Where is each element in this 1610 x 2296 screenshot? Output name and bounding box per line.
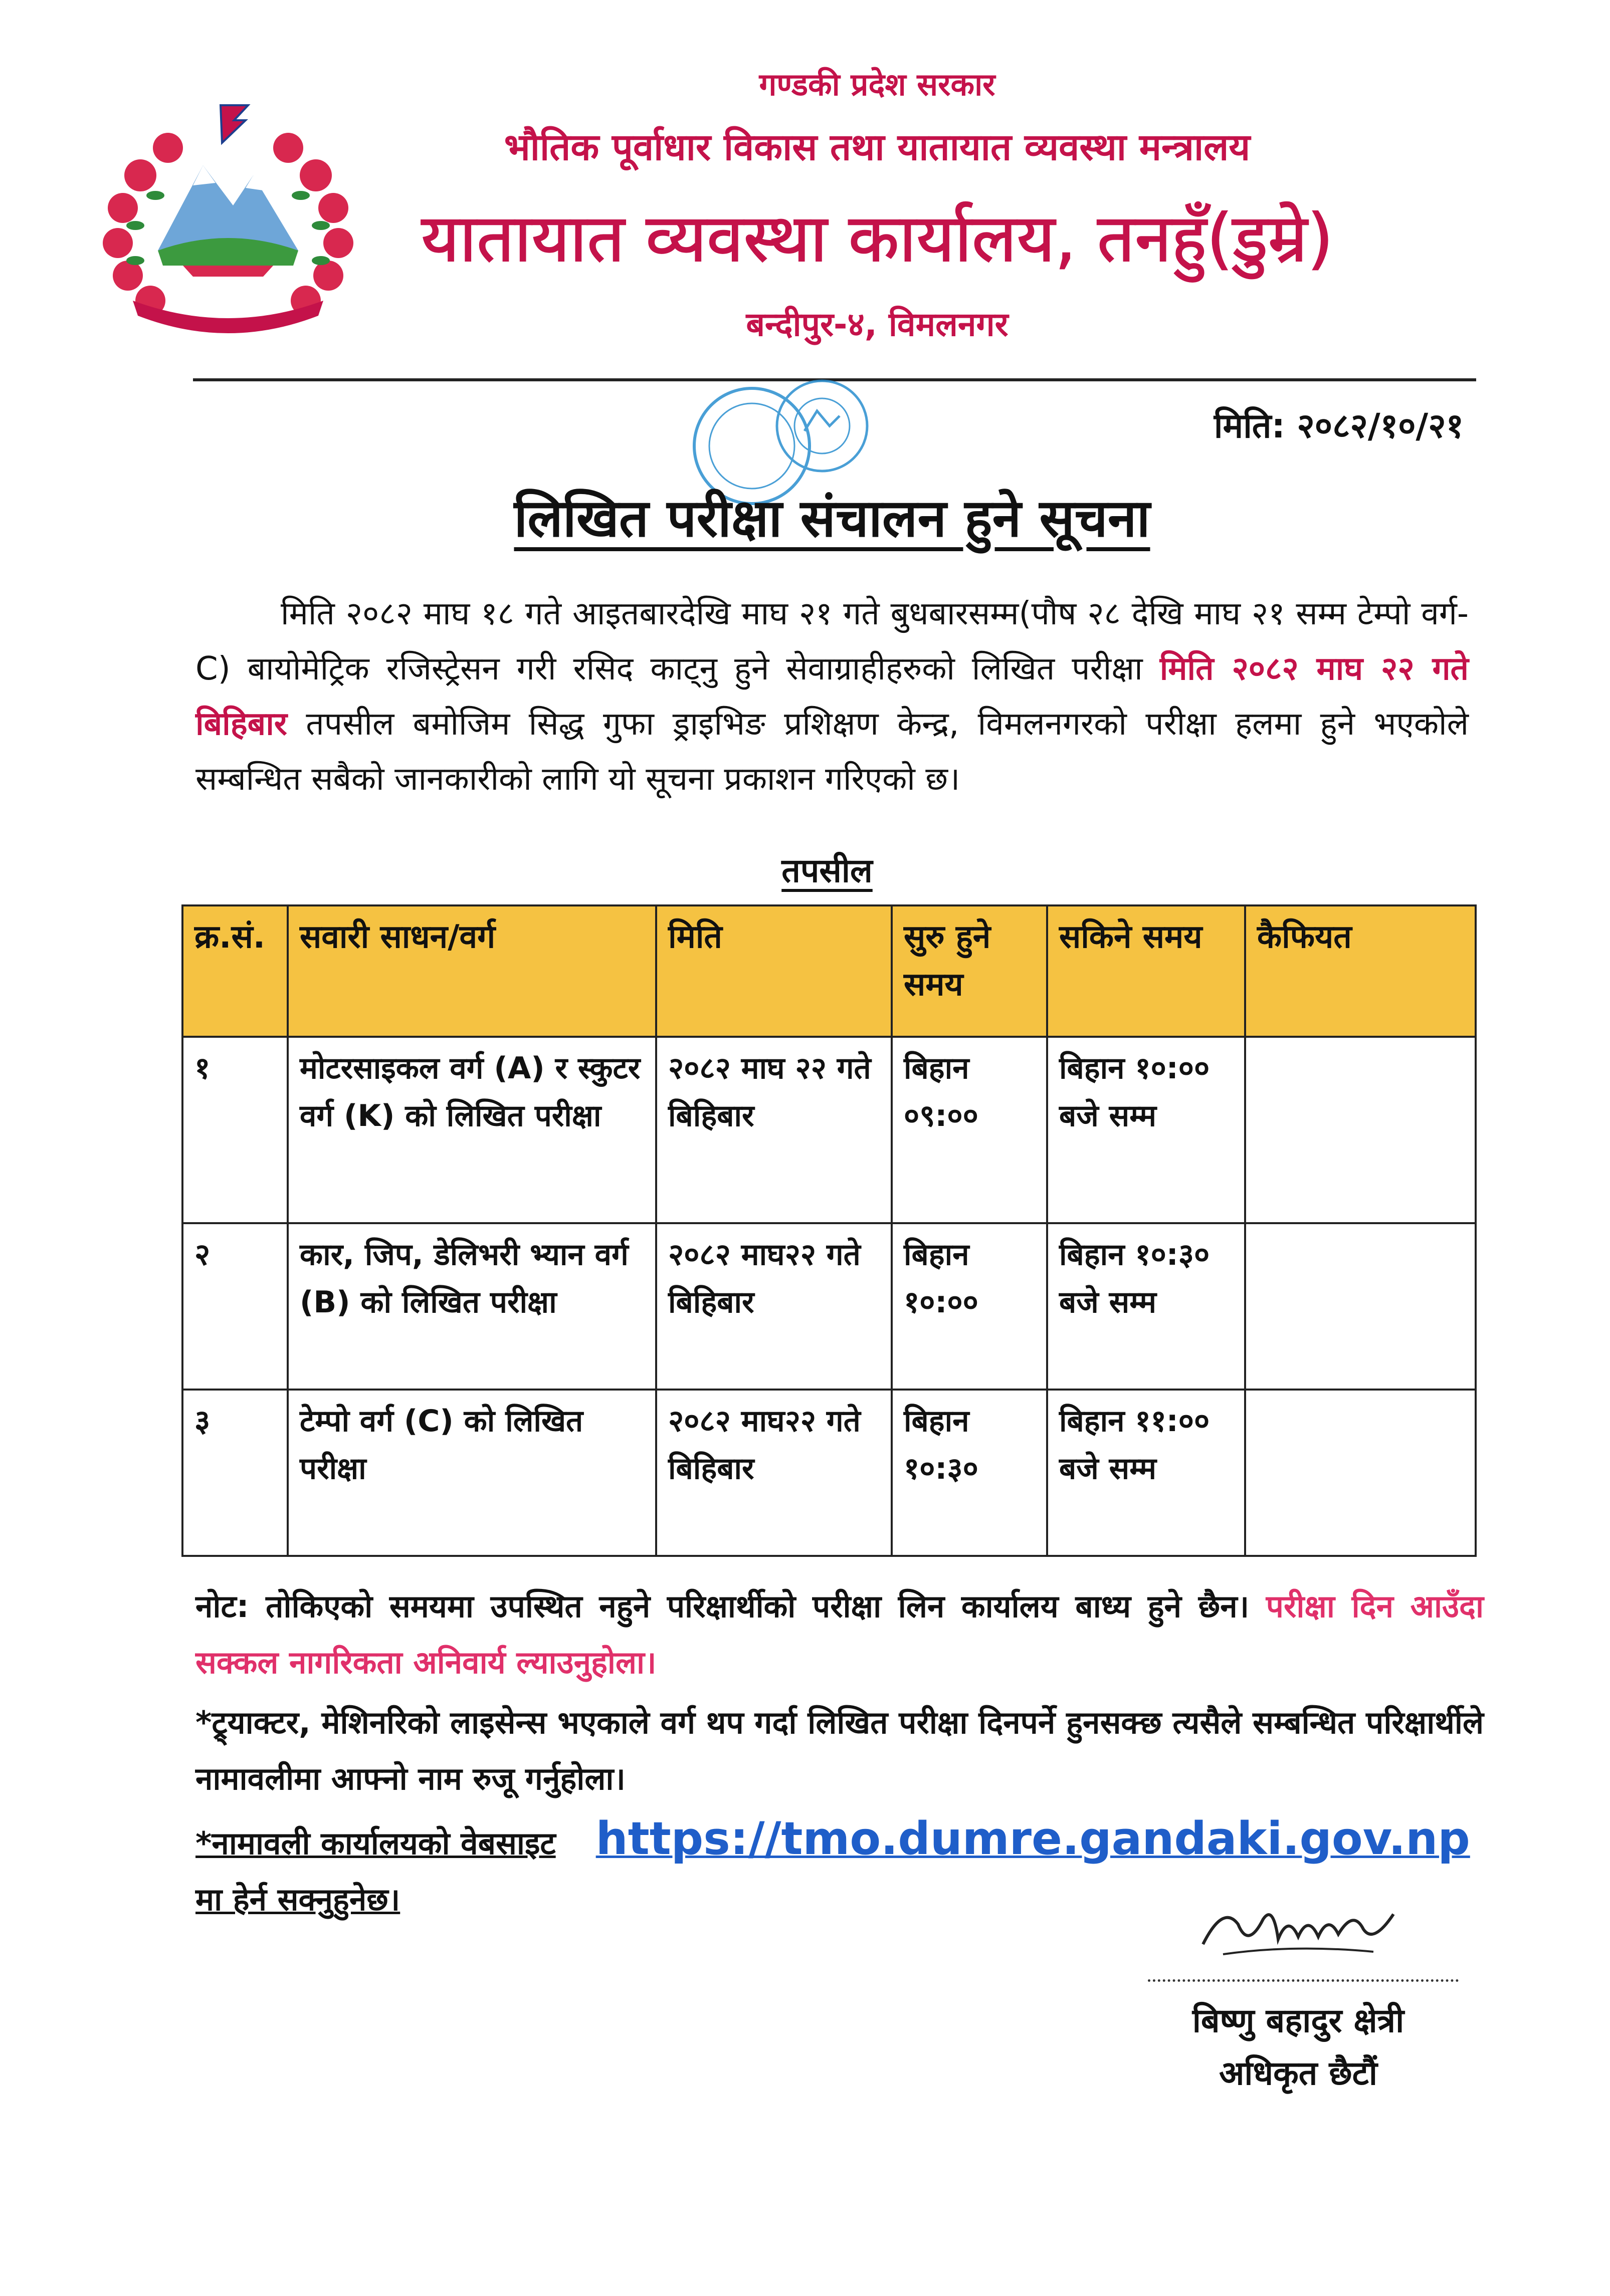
cell-remarks: [1245, 1223, 1476, 1390]
table-row: [182, 1390, 1476, 1556]
cell-sn: १: [182, 1037, 288, 1223]
table-header-row: [182, 905, 1476, 1037]
note-website-suffix: मा हेर्न सक्नुहुनेछ।: [195, 1881, 400, 1918]
body-text-part1: मिति २०८२ माघ १८ गते आइतबारदेखि माघ २१ गते बुधबारसम्म(पौष २८ देखि माघ २१ सम्म टेम्पो वर्ग- C) बायोमेट्रिक रजिस्ट्रेसन गरी रसिद काट्नु हुने सेवाग्राहीहरुको लिखित परीक्षा: [195, 595, 1469, 687]
cell-start-time: बिहान १०:००: [892, 1223, 1047, 1390]
note-tractor: *ट्र्याक्टर, मेशिनरिको लाइसेन्स भएकाले वर्ग थप गर्दा लिखित परीक्षा दिनपर्ने हुनसक्छ त्यसैले सम्बन्धित परिक्षार्थीले नामावलीमा आफ्नो नाम रुजू गर्नुहोला।: [195, 1704, 1484, 1797]
header-start-time: सुरु हुने समय: [892, 905, 1047, 1037]
cell-end-time: बिहान ११:०० बजे सम्म: [1047, 1390, 1245, 1556]
cell-vehicle: कार, जिप, डेलिभरी भ्यान वर्ग (B) को लिखित परीक्षा: [288, 1223, 656, 1390]
cell-date: २०८२ माघ२२ गते बिहिबार: [656, 1390, 892, 1556]
website-link[interactable]: https://tmo.dumre.gandaki.gov.np: [595, 1812, 1470, 1865]
cell-sn: ३: [182, 1390, 288, 1556]
signature-line: [1148, 1979, 1459, 1982]
cell-date: २०८२ माघ२२ गते बिहिबार: [656, 1223, 892, 1390]
header-sn: क्र.सं.: [182, 905, 288, 1037]
signatory-name: बिष्णु बहादुर क्षेत्री: [1192, 2001, 1404, 2040]
province-name: गण्डकी प्रदेश सरकार: [759, 66, 995, 103]
table-row: [182, 1223, 1476, 1390]
header-vehicle: सवारी साधन/वर्ग: [288, 905, 656, 1037]
cell-start-time: बिहान ०९:००: [892, 1037, 1047, 1223]
cell-vehicle: टेम्पो वर्ग (C) को लिखित परीक्षा: [288, 1390, 656, 1556]
signature-icon: [1193, 1894, 1403, 1964]
note-website-prefix: *नामावली कार्यालयको वेबसाइट: [195, 1825, 556, 1862]
header-end-time: सकिने समय: [1047, 905, 1245, 1037]
notice-date: मिति: २०८२/१०/२१: [1214, 406, 1464, 446]
notice-title: लिखित परीक्षा संचालन हुने सूचना: [514, 488, 1150, 549]
header-remarks: कैफियत: [1245, 905, 1476, 1037]
cell-vehicle: मोटरसाइकल वर्ग (A) र स्कुटर वर्ग (K) को लिखित परीक्षा: [288, 1037, 656, 1223]
cell-end-time: बिहान १०:०० बजे सम्म: [1047, 1037, 1245, 1223]
schedule-heading: तपसील: [781, 851, 873, 890]
office-address: बन्दीपुर-४, विमलनगर: [746, 305, 1009, 344]
cell-date: २०८२ माघ २२ गते बिहिबार: [656, 1037, 892, 1223]
notice-body: [195, 586, 1469, 807]
body-exam-date: मिति २०८२ माघ २२ गते बिहिबार: [195, 650, 1469, 743]
body-text-part2: तपसील बमोजिम सिद्ध गुफा ड्राइभिङ प्रशिक्षण केन्द्र, विमलनगरको परीक्षा हलमा हुने भएकोले सम्बन्धित सबैको जानकारीको लागि यो सूचना प्रकाशन गरिएको छ।: [195, 706, 1469, 798]
cell-remarks: [1245, 1390, 1476, 1556]
exam-schedule-table: [181, 904, 1477, 1557]
ministry-name: भौतिक पूर्वाधार विकास तथा यातायात व्यवस्था मन्त्रालय: [504, 126, 1251, 169]
signatory-role: अधिकृत छैटौं: [1219, 2054, 1378, 2093]
cell-remarks: [1245, 1037, 1476, 1223]
header-date: मिति: [656, 905, 892, 1037]
cell-start-time: बिहान १०:३०: [892, 1390, 1047, 1556]
note-attendance: [195, 1578, 1484, 1691]
cell-end-time: बिहान १०:३० बजे सम्म: [1047, 1223, 1245, 1390]
note-attendance-text: नोट: तोकिएको समयमा उपस्थित नहुने परिक्षार्थीको परीक्षा लिन कार्यालय बाध्य हुने छैन।: [195, 1588, 1250, 1625]
nepal-emblem-icon: [93, 100, 363, 336]
notes-section: [195, 1578, 1484, 1932]
table-row: [182, 1037, 1476, 1223]
note-citizenship-text: परीक्षा दिन आउँदा सक्कल नागरिकता अनिवार्य ल्याउनुहोला।: [195, 1588, 1484, 1681]
cell-sn: २: [182, 1223, 288, 1390]
office-name: यातायात व्यवस्था कार्यालय, तनहुँ(डुम्रे): [421, 200, 1333, 277]
